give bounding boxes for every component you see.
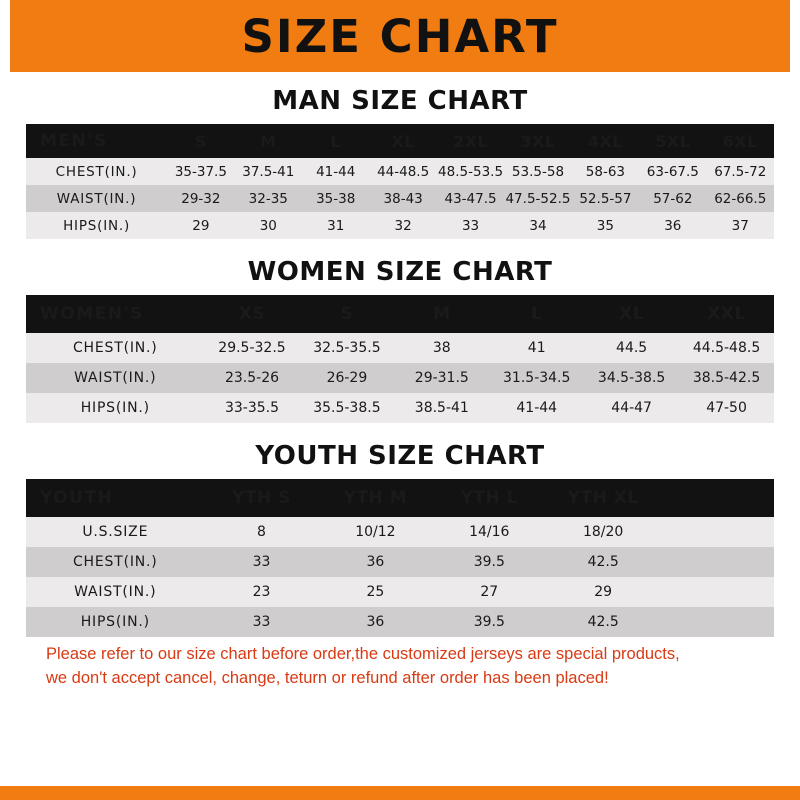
bottom-strip (0, 786, 800, 800)
cell: 29 (167, 212, 234, 239)
col-header-4xl: 4XL (587, 131, 623, 151)
row-label-chest: CHEST(IN.) (26, 333, 205, 363)
cell: 32.5-35.5 (299, 333, 394, 363)
col-header-xl: XL (619, 304, 645, 324)
cell (660, 547, 774, 577)
table-header-row (26, 124, 774, 158)
cell: 41-44 (489, 393, 584, 423)
row-label-waist: WAIST(IN.) (26, 363, 205, 393)
cell: 44.5 (584, 333, 679, 363)
table-row (26, 547, 774, 577)
cell: 32 (369, 212, 436, 239)
table-row (26, 607, 774, 637)
cell: 34 (504, 212, 571, 239)
row-label-hips: HIPS(IN.) (26, 393, 205, 423)
cell: 44-48.5 (369, 158, 436, 185)
cell: 31 (302, 212, 369, 239)
note-line-1: Please refer to our size chart before order,the customized jerseys are special products, (46, 645, 680, 663)
cell: 33 (205, 607, 319, 637)
cell: 39.5 (432, 607, 546, 637)
order-policy-note (26, 637, 774, 691)
cell: 36 (639, 212, 706, 239)
col-header-yth-m: YTH M (343, 488, 408, 508)
youth-size-table (26, 479, 774, 637)
cell: 35-38 (302, 185, 369, 212)
cell: 23 (205, 577, 319, 607)
cell: 53.5-58 (504, 158, 571, 185)
cell: 10/12 (318, 517, 432, 547)
women-section-title: WOMEN SIZE CHART (247, 257, 553, 287)
col-header-empty (660, 479, 774, 517)
cell: 44.5-48.5 (679, 333, 774, 363)
col-header-youth: YOUTH (40, 488, 114, 508)
table-row (26, 158, 774, 185)
cell: 35 (572, 212, 639, 239)
table-row (26, 577, 774, 607)
cell: 62-66.5 (707, 185, 774, 212)
cell: 41-44 (302, 158, 369, 185)
col-header-5xl: 5XL (655, 131, 691, 151)
col-header-s: S (194, 131, 207, 151)
row-label-waist: WAIST(IN.) (26, 577, 205, 607)
table-header-row (26, 295, 774, 333)
cell: 32-35 (235, 185, 302, 212)
col-header-mens: MEN'S (40, 131, 108, 151)
man-size-chart-section (26, 86, 774, 239)
cell: 29-32 (167, 185, 234, 212)
cell: 67.5-72 (707, 158, 774, 185)
col-header-3xl: 3XL (520, 131, 556, 151)
cell: 14/16 (432, 517, 546, 547)
cell: 23.5-26 (205, 363, 300, 393)
row-label-chest: CHEST(IN.) (26, 547, 205, 577)
cell: 38 (394, 333, 489, 363)
cell: 43-47.5 (437, 185, 504, 212)
col-header-yth-s: YTH S (232, 488, 291, 508)
cell: 29 (546, 577, 660, 607)
cell: 48.5-53.5 (437, 158, 504, 185)
cell: 37 (707, 212, 774, 239)
cell (660, 577, 774, 607)
col-header-s: S (340, 304, 354, 324)
col-header-l: L (531, 304, 543, 324)
cell (660, 517, 774, 547)
man-size-table (26, 124, 774, 239)
cell: 37.5-41 (235, 158, 302, 185)
col-header-m: M (433, 304, 451, 324)
cell: 25 (318, 577, 432, 607)
col-header-6xl: 6XL (722, 131, 758, 151)
cell: 42.5 (546, 607, 660, 637)
cell: 39.5 (432, 547, 546, 577)
charts-content (0, 72, 800, 780)
page-title: SIZE CHART (241, 9, 559, 63)
col-header-xs: XS (238, 304, 266, 324)
table-row (26, 393, 774, 423)
cell: 27 (432, 577, 546, 607)
cell: 29.5-32.5 (205, 333, 300, 363)
note-line-2: we don't accept cancel, change, teturn or refund after order has been placed! (46, 668, 609, 687)
man-section-title: MAN SIZE CHART (272, 86, 528, 116)
cell: 47.5-52.5 (504, 185, 571, 212)
cell: 44-47 (584, 393, 679, 423)
row-label-chest: CHEST(IN.) (26, 158, 167, 185)
col-header-xl: XL (391, 131, 415, 151)
table-row (26, 212, 774, 239)
table-row (26, 185, 774, 212)
col-header-yth-xl: YTH XL (567, 488, 639, 508)
header-banner (0, 0, 800, 72)
row-label-hips: HIPS(IN.) (26, 212, 167, 239)
col-header-m: M (260, 131, 277, 151)
women-size-chart-section (26, 257, 774, 423)
banner-edge-left (0, 0, 10, 72)
cell: 38.5-42.5 (679, 363, 774, 393)
cell: 33 (205, 547, 319, 577)
cell: 38.5-41 (394, 393, 489, 423)
cell: 33-35.5 (205, 393, 300, 423)
cell: 36 (318, 547, 432, 577)
cell: 30 (235, 212, 302, 239)
cell: 58-63 (572, 158, 639, 185)
cell: 35-37.5 (167, 158, 234, 185)
cell: 57-62 (639, 185, 706, 212)
row-label-waist: WAIST(IN.) (26, 185, 167, 212)
row-label-us-size: U.S.SIZE (26, 517, 205, 547)
cell: 42.5 (546, 547, 660, 577)
cell: 35.5-38.5 (299, 393, 394, 423)
row-label-hips: HIPS(IN.) (26, 607, 205, 637)
col-header-womens: WOMEN'S (40, 304, 144, 324)
banner-edge-right (790, 0, 800, 72)
cell: 29-31.5 (394, 363, 489, 393)
cell: 47-50 (679, 393, 774, 423)
cell: 31.5-34.5 (489, 363, 584, 393)
col-header-2xl: 2XL (452, 131, 489, 151)
cell: 36 (318, 607, 432, 637)
youth-size-chart-section (26, 441, 774, 637)
col-header-yth-l: YTH L (460, 488, 518, 508)
cell: 52.5-57 (572, 185, 639, 212)
cell: 34.5-38.5 (584, 363, 679, 393)
cell: 26-29 (299, 363, 394, 393)
table-row (26, 333, 774, 363)
col-header-l: L (330, 131, 342, 151)
cell: 18/20 (546, 517, 660, 547)
cell (660, 607, 774, 637)
cell: 63-67.5 (639, 158, 706, 185)
women-size-table (26, 295, 774, 423)
table-row (26, 517, 774, 547)
cell: 8 (205, 517, 319, 547)
col-header-xxl: XXL (707, 304, 746, 324)
youth-section-title: YOUTH SIZE CHART (255, 441, 545, 471)
table-row (26, 363, 774, 393)
cell: 38-43 (369, 185, 436, 212)
table-header-row (26, 479, 774, 517)
cell: 41 (489, 333, 584, 363)
cell: 33 (437, 212, 504, 239)
